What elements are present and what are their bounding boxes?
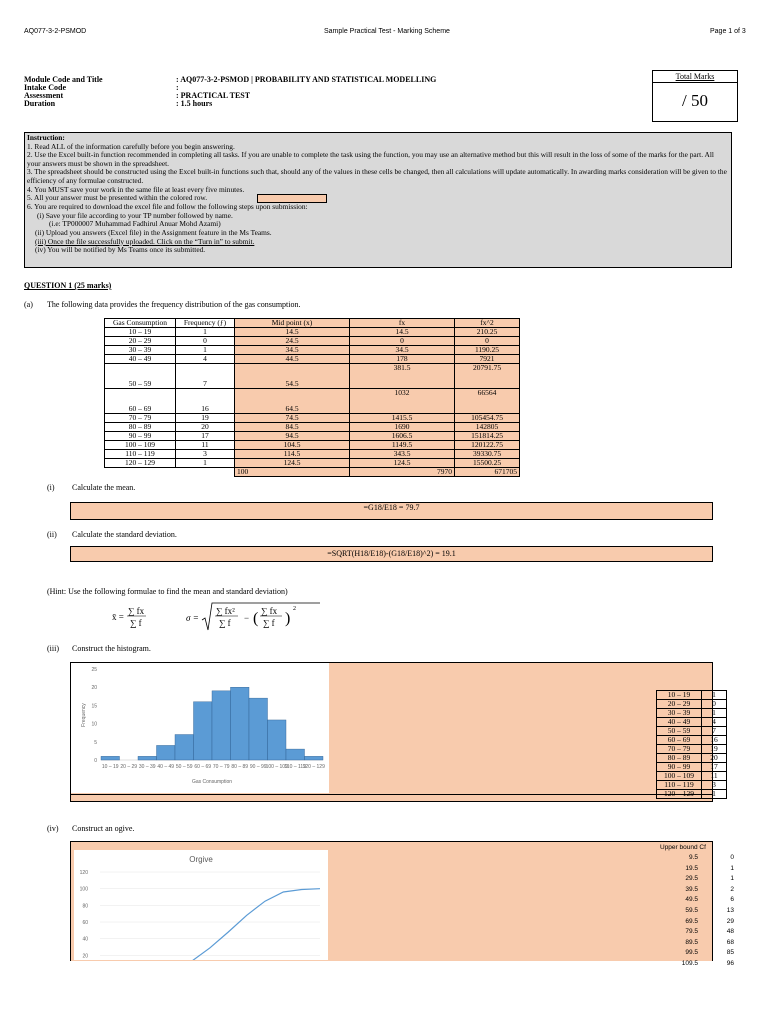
info-label: Intake Code	[24, 83, 67, 92]
table-cell: 30 – 39	[105, 346, 176, 355]
svg-text:∑ fx²: ∑ fx²	[216, 606, 235, 616]
table-cell: 381.5	[350, 364, 455, 389]
cf-upper-bound: 19.5	[685, 864, 698, 872]
table-row	[105, 328, 520, 337]
instruction-line: 1. Read ALL of the information carefully before you begin answering.	[27, 141, 235, 151]
table-cell: 1	[702, 709, 727, 718]
histogram-bar	[138, 756, 157, 760]
table-cell: 1606.5	[350, 432, 455, 441]
hint-text: (Hint: Use the following formulae to find the mean and standard deviation)	[47, 587, 288, 596]
x-tick-label: 70 – 79	[212, 764, 230, 770]
svg-text:x̄ =: x̄ =	[112, 612, 124, 622]
x-tick-label: 120 – 129	[302, 764, 325, 770]
histogram-chart	[71, 663, 329, 793]
svg-text:): )	[285, 610, 291, 627]
x-tick-label: 20 – 29	[120, 764, 138, 770]
table-cell: 1190.25	[455, 346, 520, 355]
table-cell: 20	[176, 423, 235, 432]
histogram-bar	[231, 687, 250, 760]
y-tick-label: 5	[94, 739, 97, 746]
ogive-line	[100, 889, 320, 960]
table-cell: 70 – 79	[657, 745, 702, 754]
formula-image	[110, 600, 330, 634]
cf-value: 96	[726, 960, 734, 967]
part-iii-label: (iii)	[47, 644, 59, 653]
table-row	[657, 790, 727, 799]
table-cell: 151814.25	[455, 432, 520, 441]
table-cell: 19	[176, 414, 235, 423]
y-tick-label: 100	[79, 886, 88, 893]
table-cell: 84.5	[235, 423, 350, 432]
table-cell: 1032	[350, 389, 455, 414]
table-cell: 1149.5	[350, 441, 455, 450]
y-tick-label: 20	[82, 953, 88, 960]
table-header: Mid point (x)	[235, 319, 350, 328]
part-iv-label: (iv)	[47, 824, 59, 833]
table-cell: 3	[176, 450, 235, 459]
table-cell: 4	[176, 355, 235, 364]
x-tick-label: 80 – 89	[231, 764, 249, 770]
table-cell: 17	[702, 763, 727, 772]
instruction-line: 6. You are required to download the excel file and follow the following steps upon submission:	[27, 202, 308, 212]
table-cell: 142805	[455, 423, 520, 432]
table-cell: 110 – 119	[657, 781, 702, 790]
table-cell: 1	[702, 790, 727, 799]
y-tick-label: 20	[91, 685, 97, 692]
cf-upper-bound: 79.5	[685, 928, 698, 936]
table-cell: 16	[702, 736, 727, 745]
total-marks-label: Total Marks	[653, 71, 737, 83]
table-cell: 1	[176, 346, 235, 355]
table-cell: 50 – 59	[105, 364, 176, 389]
info-label: Module Code and Title	[24, 75, 103, 84]
std-answer-cell[interactable]	[70, 546, 713, 562]
table-cell: 1	[176, 328, 235, 337]
table-cell: 94.5	[235, 432, 350, 441]
part-i-text: Calculate the mean.	[72, 483, 136, 492]
table-cell: 110 – 119	[105, 450, 176, 459]
table-row	[105, 346, 520, 355]
info-value: : AQ077-3-2-PSMOD | PROBABILITY AND STATISTICAL MODELLING	[176, 75, 437, 84]
cf-upper-bound: 9.5	[688, 854, 698, 861]
table-total-row	[105, 468, 520, 477]
svg-text:∑ f: ∑ f	[219, 618, 231, 628]
cf-upper-bound: 69.5	[685, 917, 698, 925]
y-tick-label: 60	[82, 920, 88, 926]
table-cell: 34.5	[235, 346, 350, 355]
instruction-line: 2. Use the Excel built-in function recommended in completing all tasks. If you are unable to complete the task using the function, you may use an alternative method but this will result in the loss of some of the marks for the part. All your answers must be shown in the spreadsheet.	[27, 150, 714, 168]
doc-title: Sample Practical Test - Marking Scheme	[324, 28, 450, 35]
cf-upper-bound: 39.5	[685, 885, 698, 893]
svg-text:(: (	[253, 610, 259, 627]
x-tick-label: 110 – 119	[284, 764, 307, 770]
table-cell: 1	[176, 459, 235, 468]
histogram-frequency-table	[656, 690, 727, 799]
table-cell: 20 – 29	[657, 700, 702, 709]
cf-value: 85	[726, 949, 734, 957]
cf-value: 1	[730, 864, 734, 872]
histogram-bar	[212, 691, 231, 760]
svg-text:2: 2	[293, 606, 296, 612]
table-cell: 39330.75	[455, 450, 520, 459]
table-cell: 0	[455, 337, 520, 346]
table-cell: 11	[702, 772, 727, 781]
table-row	[657, 709, 727, 718]
table-cell: 104.5	[235, 441, 350, 450]
total-marks-box	[652, 70, 738, 122]
instruction-line: (i.e: TP000007 Muhammad Fadhirul Anuar Mohd Azami)	[49, 219, 221, 229]
cf-value: 48	[726, 928, 734, 936]
total-marks-value: / 50	[682, 91, 708, 110]
table-cell: 50 – 59	[657, 727, 702, 736]
histogram-bar	[194, 702, 213, 760]
info-label: Assessment	[24, 91, 64, 100]
cf-value: 2	[730, 885, 734, 893]
table-row	[105, 355, 520, 364]
cf-value: 68	[726, 938, 734, 946]
cf-upper-bound: 49.5	[685, 896, 698, 904]
total-frequency: 100	[235, 468, 350, 477]
total-fx2: 671705	[455, 468, 520, 477]
table-row	[105, 441, 520, 450]
table-cell: 14.5	[350, 328, 455, 337]
table-cell: 40 – 49	[105, 355, 176, 364]
histogram-bar	[157, 745, 176, 760]
svg-text:∑ fx: ∑ fx	[261, 606, 278, 616]
table-cell: 40 – 49	[657, 718, 702, 727]
info-value: :	[176, 83, 179, 92]
x-tick-label: 60 – 69	[194, 764, 212, 770]
table-cell: 60 – 69	[657, 736, 702, 745]
mean-answer: =G18/E18 = 79.7	[363, 503, 420, 512]
divider	[71, 794, 712, 795]
table-cell: 17	[176, 432, 235, 441]
table-cell: 7	[702, 727, 727, 736]
part-a-label: (a)	[24, 300, 33, 309]
svg-text:∑ f: ∑ f	[130, 618, 142, 628]
histogram-bar	[249, 698, 268, 760]
table-cell: 10 – 19	[657, 691, 702, 700]
table-cell: 34.5	[350, 346, 455, 355]
histogram-bar	[286, 749, 305, 760]
table-header: Frequency (ƒ)	[176, 319, 235, 328]
histogram-bar	[101, 756, 120, 760]
cf-value: 0	[730, 854, 734, 861]
histogram-bar	[175, 735, 194, 760]
instruction-line: 4. You MUST save your work in the same file at least every five minutes.	[27, 184, 245, 194]
table-cell: 54.5	[235, 364, 350, 389]
table-cell: 4	[702, 718, 727, 727]
cf-header: Upper bound Cf	[660, 844, 706, 851]
histogram-bar	[305, 756, 324, 760]
table-cell: 3	[702, 781, 727, 790]
y-tick-label: 10	[91, 721, 97, 728]
x-tick-label: 90 – 99	[249, 764, 267, 770]
table-cell: 100 – 109	[657, 772, 702, 781]
histogram-bar	[268, 720, 287, 760]
table-row	[105, 432, 520, 441]
table-cell: 124.5	[235, 459, 350, 468]
svg-text:−: −	[244, 613, 250, 623]
ogive-svg	[74, 850, 328, 960]
y-tick-label: 40	[82, 936, 88, 943]
table-cell: 64.5	[235, 389, 350, 414]
info-labels	[24, 76, 103, 108]
x-axis-label: Gas Consumption	[191, 779, 233, 785]
instruction-line: (i) Save your file according to your TP number followed by name.	[37, 210, 233, 220]
x-tick-label: 50 – 59	[175, 764, 193, 770]
part-ii-label: (ii)	[47, 530, 57, 539]
table-row	[657, 700, 727, 709]
table-cell: 343.5	[350, 450, 455, 459]
table-cell: 105454.75	[455, 414, 520, 423]
cf-value: 6	[730, 896, 734, 904]
table-cell: 1415.5	[350, 414, 455, 423]
frequency-table	[104, 318, 520, 477]
svg-text:∑ fx: ∑ fx	[128, 606, 145, 616]
table-cell: 0	[702, 700, 727, 709]
table-row	[105, 337, 520, 346]
table-cell: 19	[702, 745, 727, 754]
instruction-line: 3. The spreadsheet should be constructed using the Excel built-in functions such that, should any of the values in these cells be changed, then all calculations will update automatically. In awarding marks consideration will be given to the efficiency of any formulae constructed.	[27, 167, 727, 185]
table-cell: 66564	[455, 389, 520, 414]
instruction-line: (iv) You will be notified by Ms Teams once its submitted.	[35, 245, 206, 255]
instruction-title: Instruction:	[27, 133, 65, 142]
svg-text:σ =: σ =	[186, 613, 199, 623]
table-cell: 90 – 99	[657, 763, 702, 772]
table-cell: 24.5	[235, 337, 350, 346]
table-cell: 1	[702, 691, 727, 700]
cf-upper-bound: 109.5	[681, 960, 698, 967]
table-cell: 20 – 29	[105, 337, 176, 346]
x-tick-label: 40 – 49	[157, 764, 175, 770]
cf-upper-bound: 59.5	[685, 907, 698, 914]
info-value: : PRACTICAL TEST	[176, 91, 251, 100]
histogram-svg	[71, 663, 329, 793]
instruction-line: (ii) Upload you answers (Excel file) in the Assignment feature in the Ms Teams.	[35, 227, 272, 237]
table-cell: 120122.75	[455, 441, 520, 450]
table-cell: 114.5	[235, 450, 350, 459]
table-cell: 7921	[455, 355, 520, 364]
info-values	[176, 76, 436, 108]
instruction-line: (iii) Once the file successfully uploaded. Click on the “Turn in” to submit.	[35, 236, 255, 246]
part-iii-text: Construct the histogram.	[72, 644, 151, 653]
table-cell: 30 – 39	[657, 709, 702, 718]
table-row	[657, 718, 727, 727]
table-cell: 74.5	[235, 414, 350, 423]
page-number: Page 1 of 3	[710, 28, 746, 35]
table-cell: 0	[176, 337, 235, 346]
mean-answer-cell[interactable]	[70, 502, 713, 520]
cf-upper-bound: 29.5	[685, 875, 698, 883]
table-row	[105, 414, 520, 423]
cf-value: 13	[726, 907, 734, 914]
table-cell: 20	[702, 754, 727, 763]
table-cell: 0	[350, 337, 455, 346]
y-axis-label: Frequency	[81, 703, 87, 727]
table-cell: 80 – 89	[657, 754, 702, 763]
question-title: QUESTION 1 (25 marks)	[24, 281, 112, 290]
table-header: fx	[350, 319, 455, 328]
ogive-title: Orgive	[189, 855, 213, 864]
table-cell: 120 – 129	[657, 790, 702, 799]
cf-value: 29	[726, 917, 734, 925]
table-cell: 11	[176, 441, 235, 450]
table-header: fx^2	[455, 319, 520, 328]
x-tick-label: 30 – 39	[138, 764, 156, 770]
table-row	[105, 389, 520, 414]
table-cell: 1690	[350, 423, 455, 432]
instruction-box	[24, 132, 732, 268]
cf-upper-bound: 99.5	[685, 949, 698, 957]
info-value: : 1.5 hours	[176, 99, 213, 108]
table-cell: 100 – 109	[105, 441, 176, 450]
svg-text:∑ f: ∑ f	[263, 618, 275, 628]
part-i-label: (i)	[47, 483, 55, 492]
table-cell: 7	[176, 364, 235, 389]
table-row	[105, 364, 520, 389]
table-row	[657, 691, 727, 700]
y-tick-label: 120	[79, 870, 88, 876]
doc-code: AQ077-3-2-PSMOD	[24, 28, 87, 35]
table-cell: 70 – 79	[105, 414, 176, 423]
table-row	[105, 450, 520, 459]
cf-value: 1	[730, 875, 734, 883]
table-cell: 90 – 99	[105, 432, 176, 441]
total-fx: 7970	[350, 468, 455, 477]
table-cell: 44.5	[235, 355, 350, 364]
y-tick-label: 25	[91, 667, 97, 673]
cf-upper-bound: 89.5	[685, 938, 698, 946]
x-tick-label: 10 – 19	[101, 764, 119, 770]
table-header: Gas Consumption	[105, 319, 176, 328]
x-tick-label: 100 – 109	[265, 764, 288, 770]
y-tick-label: 15	[91, 703, 97, 710]
table-row	[105, 459, 520, 468]
ogive-chart	[74, 850, 328, 960]
part-iv-text: Construct an ogive.	[72, 824, 135, 833]
table-cell: 80 – 89	[105, 423, 176, 432]
table-cell: 60 – 69	[105, 389, 176, 414]
std-answer: =SQRT(H18/E18)-(G18/E18)^2) = 19.1	[327, 549, 456, 558]
table-cell: 178	[350, 355, 455, 364]
table-cell: 15500.25	[455, 459, 520, 468]
instruction-text: 5. All your answer must be presented within the colored row.	[27, 193, 208, 203]
y-tick-label: 80	[82, 903, 88, 910]
table-cell: 124.5	[350, 459, 455, 468]
info-label: Duration	[24, 99, 56, 108]
table-cell: 120 – 129	[105, 459, 176, 468]
table-cell: 10 – 19	[105, 328, 176, 337]
table-cell: 14.5	[235, 328, 350, 337]
table-cell: 16	[176, 389, 235, 414]
table-row	[105, 423, 520, 432]
table-header-row	[105, 319, 520, 328]
table-cell: 210.25	[455, 328, 520, 337]
part-ii-text: Calculate the standard deviation.	[72, 530, 177, 539]
table-cell: 20791.75	[455, 364, 520, 389]
y-tick-label: 0	[94, 758, 97, 764]
part-a-text: The following data provides the frequency distribution of the gas consumption.	[47, 300, 301, 309]
